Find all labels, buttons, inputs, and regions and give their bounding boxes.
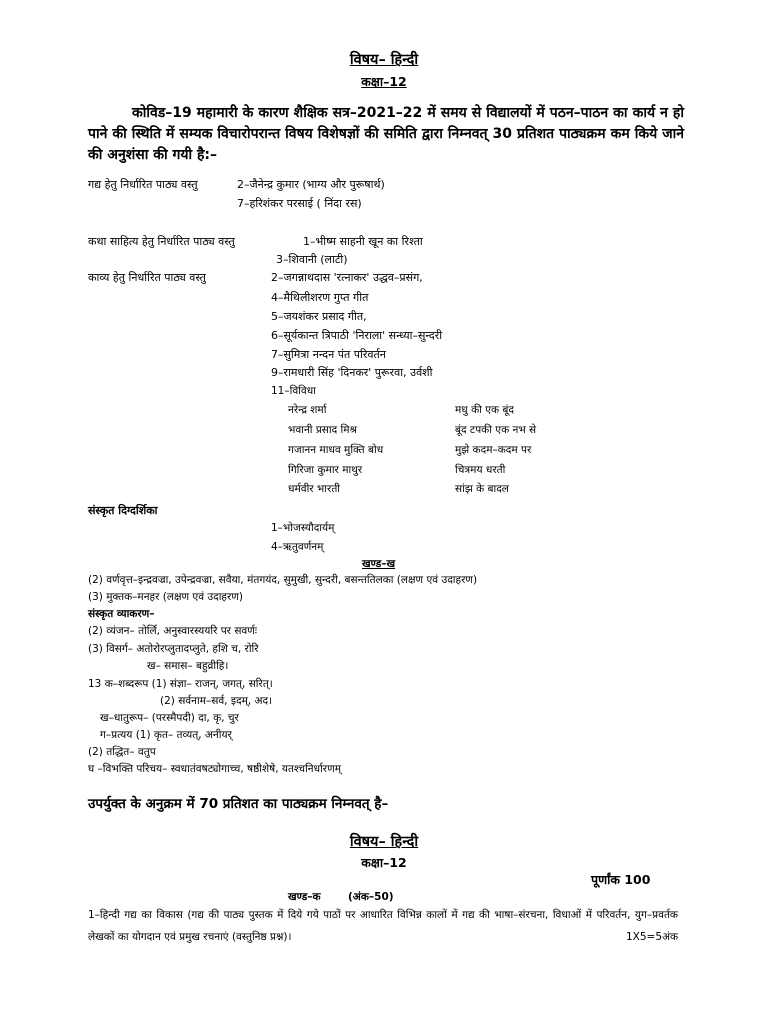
poetry-item: 7–सुमित्रा नन्दन पंत परिवर्तन bbox=[271, 348, 386, 361]
vividha-poet: भवानी प्रसाद मिश्र bbox=[288, 424, 357, 436]
fiction-label: कथा साहित्य हेतु निर्धारित पाठ्य वस्तु bbox=[88, 235, 235, 248]
prose-item: 2–जैनेन्द्र कुमार (भाग्य और पुरूषार्थ) bbox=[237, 178, 385, 191]
poetry-item: 2–जगन्नाथदास 'रत्नाकर' उद्धव–प्रसंग, bbox=[271, 271, 423, 284]
seventy-percent-heading: उपर्युक्त के अनुक्रम में 70 प्रतिशत का पाठ्यक्रम निम्नवत् है– bbox=[88, 796, 389, 812]
full-marks: पूर्णांक 100 bbox=[591, 872, 651, 887]
poetry-item: 5–जयशंकर प्रसाद गीत, bbox=[271, 310, 367, 323]
prose-item: 7–हरिशंकर परसाई ( निंदा रस) bbox=[237, 197, 362, 210]
vyakaran-line: (3) विसर्ग– अतोरोरप्लुतादप्लुते, हशि च, रोरि bbox=[88, 643, 259, 655]
vyakaran-line: (2) सर्वनाम–सर्व, इदम्, अद। bbox=[160, 695, 273, 707]
fiction-item: 3–शिवानी (लाटी) bbox=[276, 253, 348, 266]
fiction-item: 1–भीष्म साहनी खून का रिश्ता bbox=[303, 235, 423, 248]
grammar-line: (2) वर्णवृत्त–इन्द्रवज्रा, उपेन्द्रवज्रा, सवैया, मंतगयंद, सुमुखी, सुन्दरी, बसन्ततिलका (लक्षण एवं उदाहरण) bbox=[88, 574, 478, 586]
sanskrit-vyakaran-heading: संस्कृत व्याकरण– bbox=[88, 608, 155, 620]
digdarshika-item: 1–भोजस्यौदार्यम् bbox=[271, 522, 335, 534]
intro-paragraph: कोविड–19 महामारी के कारण शैक्षिक सत्र–2021–22 में समय से विद्यालयों में पठन–पाठन का कार्य न हो पाने की स्थिति में सम्यक विचारोपरान्त विषय विशेषज्ञों की समिति द्वारा निम्नवत् 30 प्रतिशत पाठ्यक्रम कम किये जाने की अनुशंसा की गयी है:– bbox=[88, 105, 684, 163]
vividha-poem: चित्रमय धरती bbox=[455, 464, 506, 476]
sanskrit-digdarshika-heading: संस्कृत दिग्दर्शिका bbox=[88, 504, 158, 517]
vyakaran-line: (2) व्यंजन– तोर्लि, अनुस्वारस्ययरि पर सवर्णः bbox=[88, 625, 257, 637]
vyakaran-line: घ –विभक्ति परिचय– स्वधातंवषट्योगाच्च, षष्ठीशेषे, यतश्चनिर्धारणम् bbox=[88, 763, 341, 775]
vyakaran-line: (2) तद्धित– वतुप bbox=[88, 746, 156, 758]
poetry-label: काव्य हेतु निर्धारित पाठ्य वस्तु bbox=[88, 271, 206, 284]
vividha-poem: मधु की एक बूंद bbox=[455, 404, 514, 416]
vividha-poet: गजानन माधव मुक्ति बोध bbox=[288, 444, 384, 456]
poetry-item: 6–सूर्यकान्त त्रिपाठी 'निराला' सन्ध्या–सुन्दरी bbox=[271, 329, 443, 342]
vividha-poet: नरेन्द्र शर्मा bbox=[288, 404, 327, 416]
syllabus-item-1-marks: 1X5=5अंक bbox=[626, 931, 679, 943]
vividha-poet: धर्मवीर भारती bbox=[288, 483, 341, 495]
khand-ka-heading: खण्ड–क bbox=[288, 891, 321, 903]
poetry-item: 11–विविधा bbox=[271, 385, 316, 397]
khand-kha-heading: खण्ड–ख bbox=[362, 558, 396, 570]
digdarshika-item: 4–ऋतुवर्णनम् bbox=[271, 541, 324, 553]
vyakaran-line: 13 क–शब्दरूप (1) संज्ञा– राजन्, जगत्, सरित्। bbox=[88, 678, 273, 690]
vividha-poet: गिरिजा कुमार माथुर bbox=[288, 464, 363, 476]
vyakaran-line: ख– समास– बहुव्रीहि। bbox=[147, 660, 229, 672]
vyakaran-line: ख–धातुरूप– (परस्मैपदी) दा, कृ, चुर bbox=[100, 712, 239, 724]
vividha-poem: मुझे कदम–कदम पर bbox=[455, 444, 532, 456]
page-subject-title: विषय– हिन्दी bbox=[349, 52, 419, 68]
poetry-item: 9–रामधारी सिंह 'दिनकर' पुरूरवा, उर्वशी bbox=[271, 366, 433, 379]
page-class-title: कक्षा–12 bbox=[361, 74, 407, 89]
vividha-poem: बूंद टपकी एक नभ से bbox=[455, 424, 537, 436]
syllabus-item-1: 1–हिन्दी गद्य का विकास (गद्य की पाठ्य पुस्तक में दिये गये पाठों पर आधारित विभिन्न कालों में गद्य की भाषा–संरचना, विधाओं में परिवर्तन, युग–प्रवर्तक लेखकों का योगदान एवं प्रमुख रचनाएं (वस्तुनिष्ठ प्रश्न)। bbox=[88, 909, 678, 943]
vyakaran-line: ग–प्रत्यय (1) कृत– तव्यत्, अनीयर् bbox=[100, 729, 232, 741]
grammar-line: (3) मुक्तक–मनहर (लक्षण एवं उदाहरण) bbox=[88, 591, 243, 603]
khand-ka-marks: (अंक–50) bbox=[348, 891, 394, 903]
vividha-poem: सांझ के बादल bbox=[455, 483, 509, 495]
poetry-item: 4–मैथिलीशरण गुप्त गीत bbox=[271, 291, 369, 304]
prose-label: गद्य हेतु निर्धारित पाठ्य वस्तु bbox=[88, 178, 198, 191]
syllabus-subject-title: विषय– हिन्दी bbox=[349, 834, 419, 850]
syllabus-class-title: कक्षा–12 bbox=[361, 855, 407, 870]
